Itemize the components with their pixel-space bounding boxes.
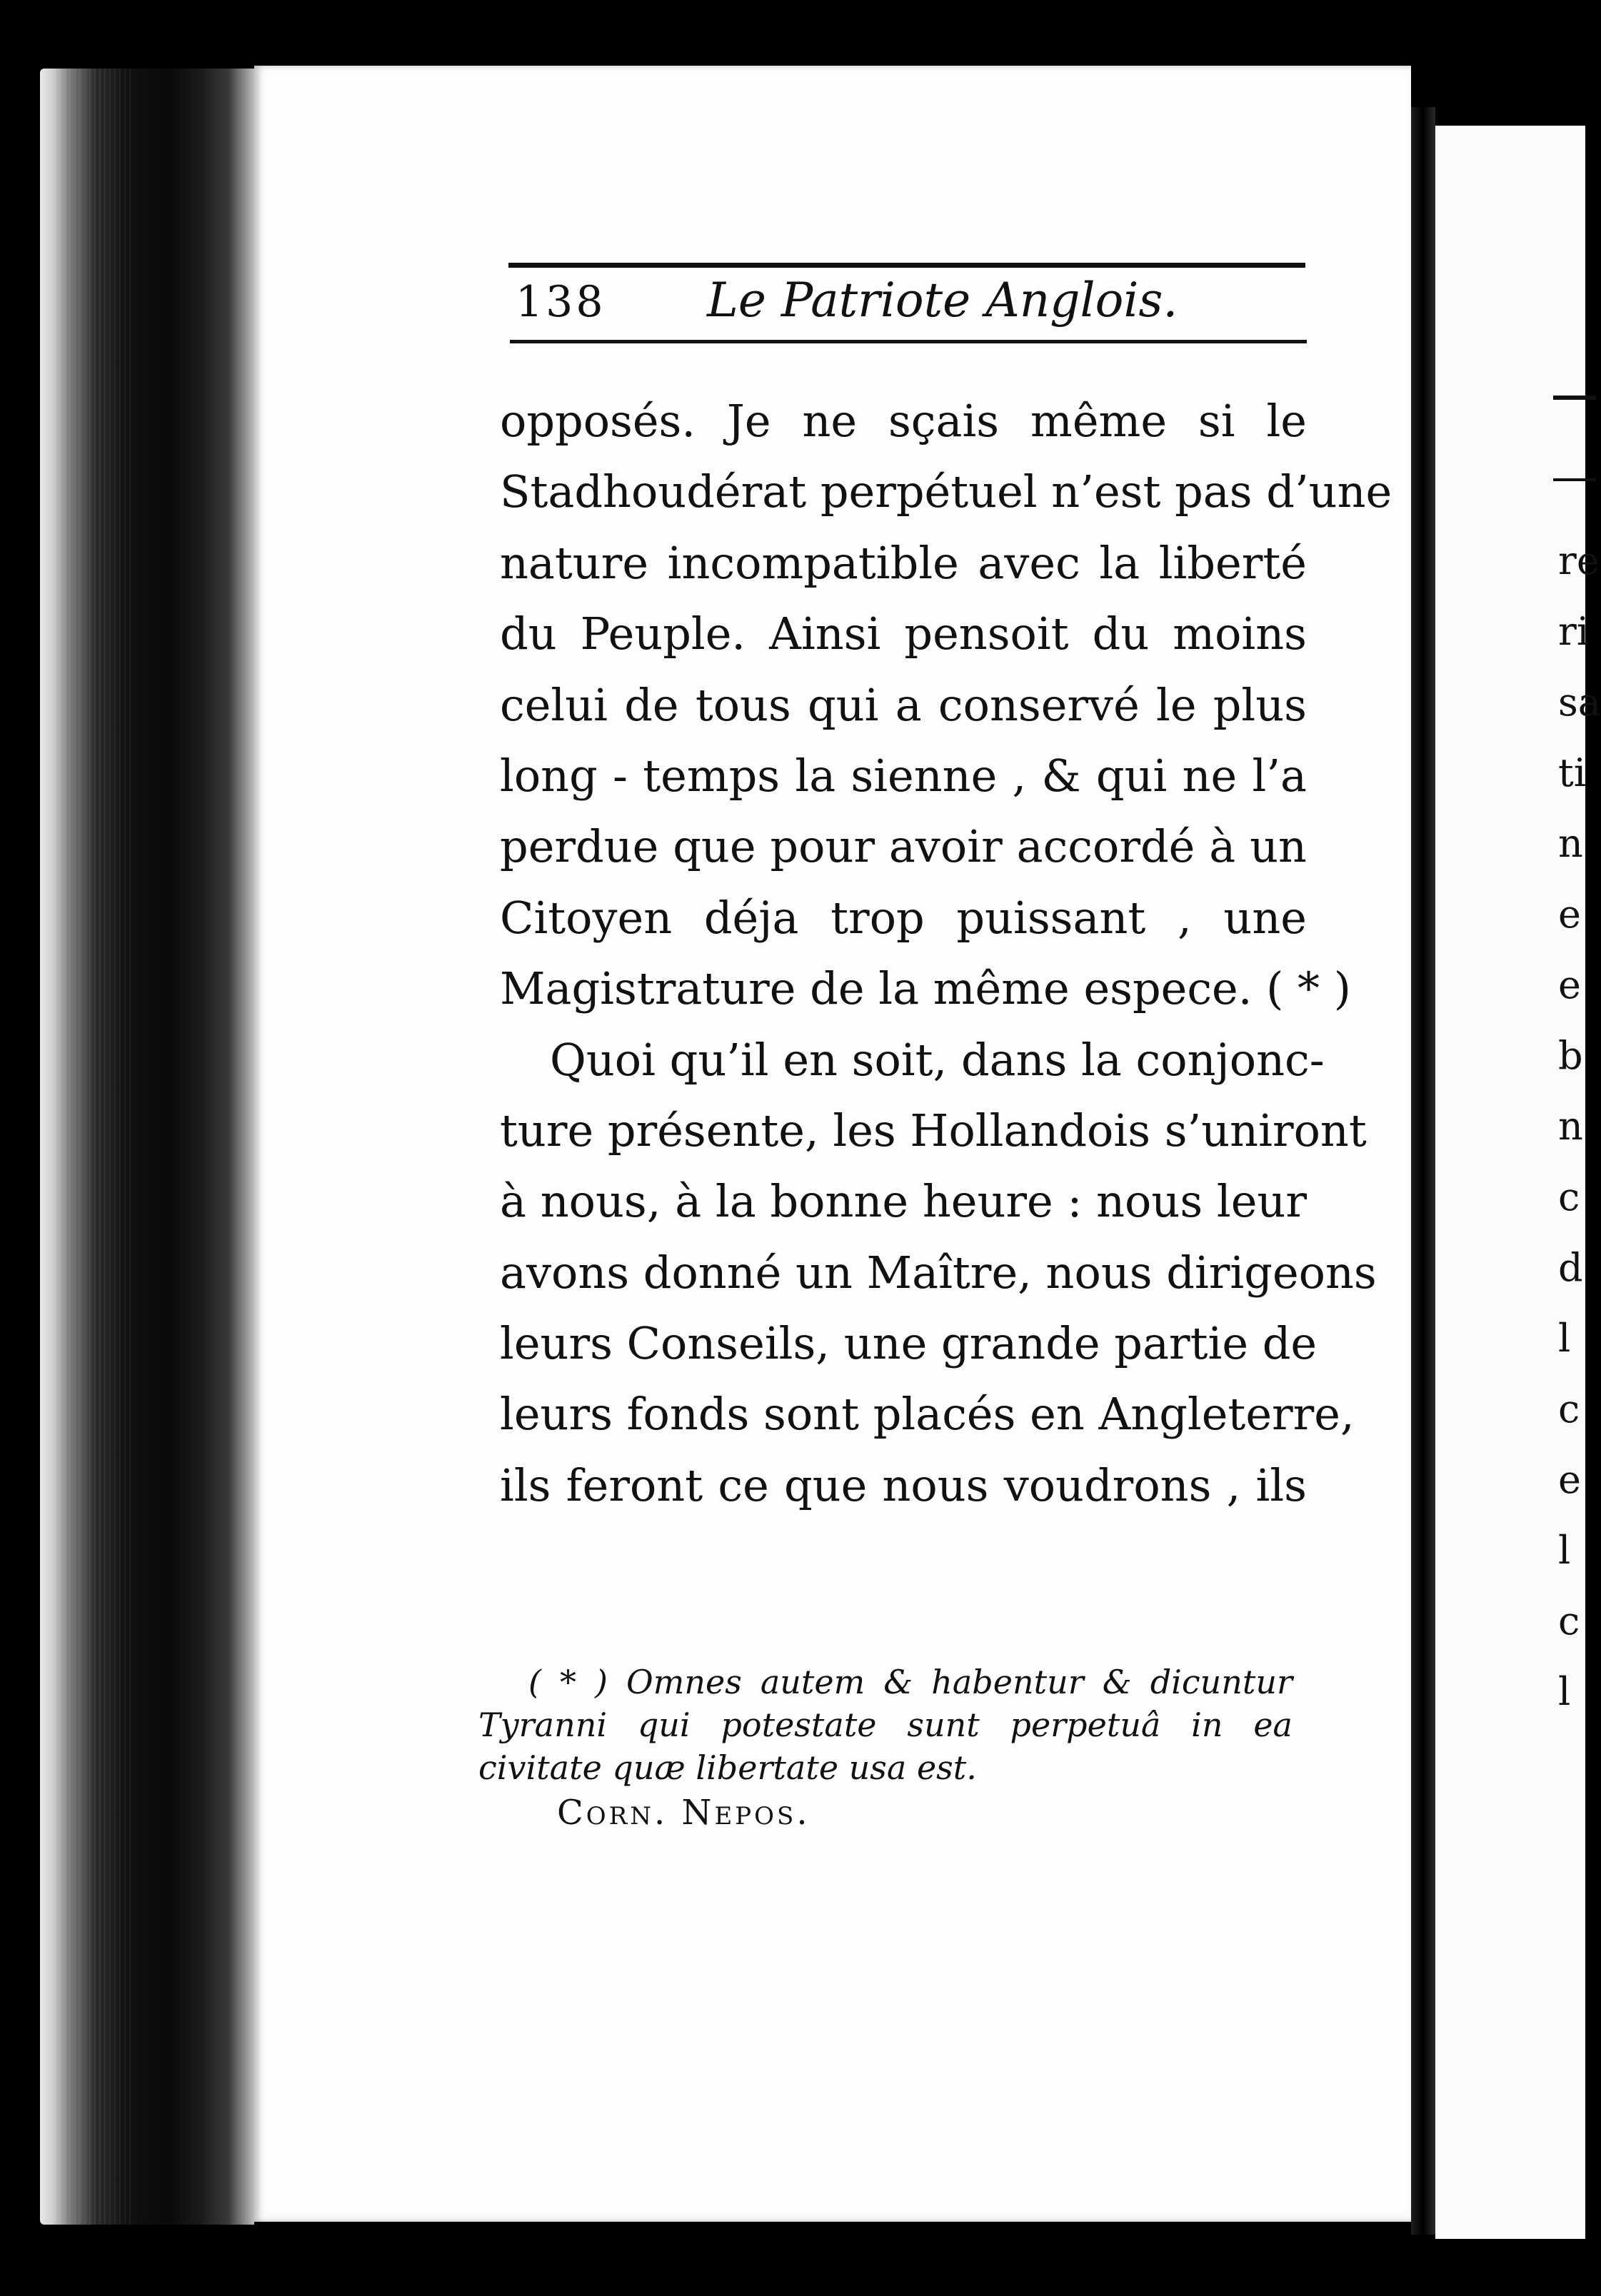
next-page-letter: n [1558, 1104, 1583, 1149]
text-line: ils feront ce que nous voudrons , ils [500, 1459, 1307, 1511]
text-line: Citoyen déja trop puissant , une [500, 891, 1307, 944]
text-line: avons donné un Maître, nous dirigeons [500, 1246, 1377, 1299]
text-line: opposés. Je ne sçais même si le [500, 395, 1307, 447]
text-line: leurs Conseils, une grande partie de [500, 1317, 1318, 1370]
next-page-letter: c [1558, 1386, 1580, 1431]
next-page-letter: ri [1558, 609, 1590, 654]
next-page-letters [1558, 525, 1601, 1727]
footnote [478, 1661, 1293, 1836]
book-gutter [1411, 107, 1435, 2235]
next-page-letter: c [1558, 1598, 1580, 1643]
text-line: celui de tous qui a conservé le plus [500, 678, 1307, 731]
footnote-source: Corn. Nepos. [557, 1793, 810, 1833]
text-line: ture présente, les Hollandois s’uniront [500, 1104, 1367, 1157]
text-line: leurs fonds sont placés en Angleterre, [500, 1388, 1355, 1441]
next-page-letter: ti [1558, 750, 1586, 795]
text-line: du Peuple. Ainsi pensoit du moins [500, 608, 1307, 660]
next-page-letter: l [1558, 1669, 1571, 1714]
footnote-line: Tyranni qui potestate sunt perpetuâ in ea [478, 1706, 1293, 1744]
text-line: Stadhoudérat perpétuel n’est pas d’une [500, 465, 1392, 518]
next-page-header-rule-lower [1553, 478, 1596, 481]
next-page-letter: l [1558, 1316, 1571, 1361]
header-rule-bottom [510, 340, 1307, 343]
footnote-line: civitate quæ libertate usa est. [478, 1748, 977, 1787]
header-rule-top [508, 263, 1305, 268]
next-page-letter: d [1558, 1245, 1583, 1290]
next-page-letter: l [1558, 1528, 1571, 1573]
text-line: Magistrature de la même espece. ( * ) [500, 962, 1351, 1015]
text-line: long - temps la sienne , & qui ne l’a [500, 749, 1307, 802]
text-line: perdue que pour avoir accordé à un [500, 820, 1307, 873]
next-page-letter: re [1558, 538, 1600, 583]
next-page-letter: e [1558, 962, 1581, 1007]
body-text [500, 386, 1392, 1521]
paragraph-start-line: Quoi qu’il en soit, dans la conjonc- [550, 1033, 1325, 1086]
running-head [508, 263, 1305, 348]
next-page-letter: e [1558, 1457, 1581, 1502]
text-line: à nous, à la bonne heure : nous leur [500, 1175, 1307, 1228]
page-number: 138 [516, 277, 606, 327]
next-page-fragment [1435, 126, 1601, 2239]
next-page-letter: b [1558, 1033, 1583, 1078]
next-page-letter: sa [1558, 680, 1601, 725]
next-page-letter: n [1558, 821, 1583, 866]
footnote-line: ( * ) Omnes autem & habentur & dicuntur [528, 1663, 1293, 1701]
running-title: Le Patriote Anglois. [707, 273, 1178, 328]
next-page-letter: e [1558, 892, 1581, 937]
book-page-edges [40, 69, 254, 2225]
next-page-header-rule [1553, 396, 1596, 400]
next-page-letter: c [1558, 1174, 1580, 1219]
text-line: nature incompatible avec la liberté [500, 536, 1307, 589]
